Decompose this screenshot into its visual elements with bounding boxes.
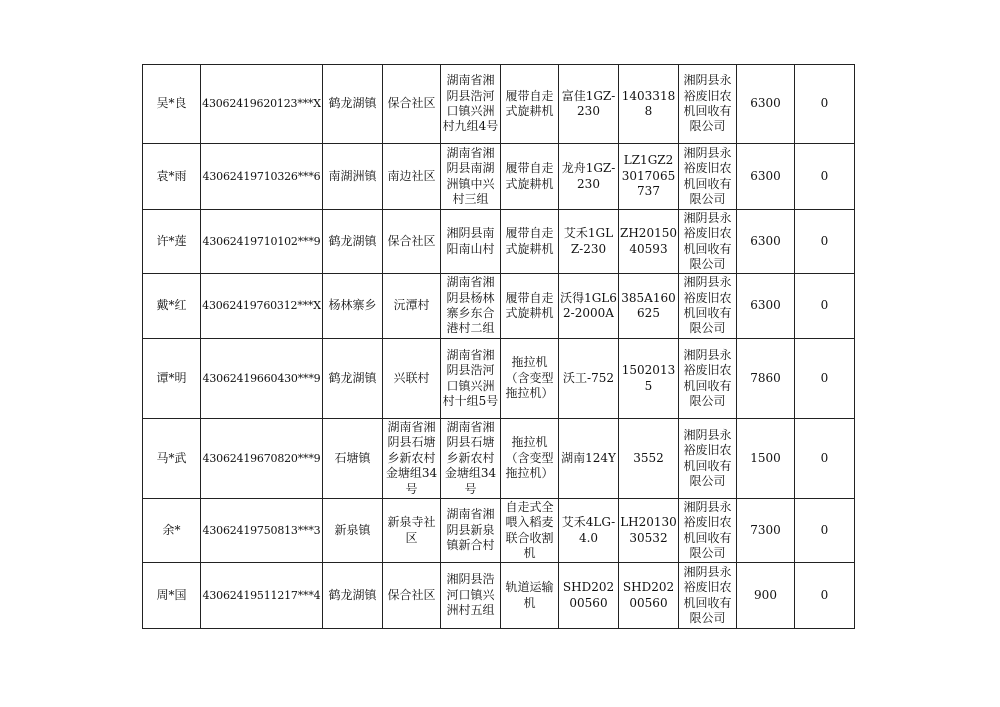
address: 湖南省湘阴县石塘乡新农村金塘组34号 — [441, 419, 501, 499]
serial-number: 14033188 — [619, 65, 679, 144]
id-number: 43062419670820***9 — [201, 419, 323, 499]
machine-model: 沃工-752 — [559, 339, 619, 419]
amount: 900 — [737, 563, 795, 629]
id-number: 43062419620123***X — [201, 65, 323, 144]
amount: 7300 — [737, 499, 795, 563]
table-row — [143, 274, 855, 339]
town: 南湖洲镇 — [323, 144, 383, 210]
machine-type: 履带自走式旋耕机 — [501, 210, 559, 274]
town: 新泉镇 — [323, 499, 383, 563]
address: 湖南省湘阴县新泉镇新合村 — [441, 499, 501, 563]
owner-name: 吴*良 — [143, 65, 201, 144]
amount: 7860 — [737, 339, 795, 419]
table-row — [143, 65, 855, 144]
amount: 1500 — [737, 419, 795, 499]
machine-model: 富佳1GZ-230 — [559, 65, 619, 144]
serial-number: 385A160625 — [619, 274, 679, 339]
village: 保合社区 — [383, 210, 441, 274]
serial-number: 3552 — [619, 419, 679, 499]
machine-model: 湖南124Y — [559, 419, 619, 499]
id-number: 43062419750813***3 — [201, 499, 323, 563]
address: 湖南省湘阴县浩河口镇兴洲村十组5号 — [441, 339, 501, 419]
id-number: 43062419710326***6 — [201, 144, 323, 210]
village: 湖南省湘阴县石塘乡新农村金塘组34号 — [383, 419, 441, 499]
machine-model: 艾禾4LG-4.0 — [559, 499, 619, 563]
recycling-company: 湘阴县永裕废旧农机回收有限公司 — [679, 339, 737, 419]
town: 杨林寨乡 — [323, 274, 383, 339]
subsidy-table — [142, 64, 855, 629]
machine-type: 履带自走式旋耕机 — [501, 65, 559, 144]
machine-model: 艾禾1GLZ-230 — [559, 210, 619, 274]
address: 湖南省湘阴县浩河口镇兴洲村九组4号 — [441, 65, 501, 144]
machine-type: 履带自走式旋耕机 — [501, 274, 559, 339]
machine-model: SHD20200560 — [559, 563, 619, 629]
machine-type: 轨道运输机 — [501, 563, 559, 629]
address: 湘阴县浩河口镇兴洲村五组 — [441, 563, 501, 629]
village: 保合社区 — [383, 65, 441, 144]
owner-name: 许*莲 — [143, 210, 201, 274]
owner-name: 戴*红 — [143, 274, 201, 339]
town: 鹤龙湖镇 — [323, 65, 383, 144]
machine-model: 龙舟1GZ-230 — [559, 144, 619, 210]
village: 新泉寺社区 — [383, 499, 441, 563]
address: 湖南省湘阴县杨林寨乡东合港村二组 — [441, 274, 501, 339]
owner-name: 袁*雨 — [143, 144, 201, 210]
extra-amount: 0 — [795, 339, 855, 419]
machine-model: 沃得1GL62-2000A — [559, 274, 619, 339]
extra-amount: 0 — [795, 419, 855, 499]
extra-amount: 0 — [795, 563, 855, 629]
serial-number: LZ1GZ23017065737 — [619, 144, 679, 210]
id-number: 43062419660430***9 — [201, 339, 323, 419]
recycling-company: 湘阴县永裕废旧农机回收有限公司 — [679, 210, 737, 274]
town: 鹤龙湖镇 — [323, 210, 383, 274]
amount: 6300 — [737, 274, 795, 339]
id-number: 43062419760312***X — [201, 274, 323, 339]
owner-name: 余* — [143, 499, 201, 563]
owner-name: 周*国 — [143, 563, 201, 629]
village: 南边社区 — [383, 144, 441, 210]
serial-number: ZH2015040593 — [619, 210, 679, 274]
extra-amount: 0 — [795, 144, 855, 210]
owner-name: 马*武 — [143, 419, 201, 499]
amount: 6300 — [737, 144, 795, 210]
extra-amount: 0 — [795, 65, 855, 144]
table-row — [143, 144, 855, 210]
village: 沅潭村 — [383, 274, 441, 339]
extra-amount: 0 — [795, 274, 855, 339]
machine-type: 履带自走式旋耕机 — [501, 144, 559, 210]
id-number: 43062419710102***9 — [201, 210, 323, 274]
recycling-company: 湘阴县永裕废旧农机回收有限公司 — [679, 65, 737, 144]
village: 保合社区 — [383, 563, 441, 629]
machine-type: 拖拉机（含变型拖拉机） — [501, 339, 559, 419]
recycling-company: 湘阴县永裕废旧农机回收有限公司 — [679, 563, 737, 629]
town: 鹤龙湖镇 — [323, 339, 383, 419]
table-row — [143, 419, 855, 499]
machine-type: 自走式全喂入稻麦联合收割机 — [501, 499, 559, 563]
serial-number: SHD20200560 — [619, 563, 679, 629]
recycling-company: 湘阴县永裕废旧农机回收有限公司 — [679, 499, 737, 563]
serial-number: LH2013030532 — [619, 499, 679, 563]
id-number: 43062419511217***4 — [201, 563, 323, 629]
table-row — [143, 499, 855, 563]
table-row — [143, 563, 855, 629]
address: 湖南省湘阴县南湖洲镇中兴村三组 — [441, 144, 501, 210]
recycling-company: 湘阴县永裕废旧农机回收有限公司 — [679, 274, 737, 339]
amount: 6300 — [737, 65, 795, 144]
serial-number: 15020135 — [619, 339, 679, 419]
extra-amount: 0 — [795, 499, 855, 563]
village: 兴联村 — [383, 339, 441, 419]
town: 石塘镇 — [323, 419, 383, 499]
address: 湘阴县南阳南山村 — [441, 210, 501, 274]
table-row — [143, 210, 855, 274]
amount: 6300 — [737, 210, 795, 274]
extra-amount: 0 — [795, 210, 855, 274]
owner-name: 谭*明 — [143, 339, 201, 419]
recycling-company: 湘阴县永裕废旧农机回收有限公司 — [679, 419, 737, 499]
town: 鹤龙湖镇 — [323, 563, 383, 629]
recycling-company: 湘阴县永裕废旧农机回收有限公司 — [679, 144, 737, 210]
table-row — [143, 339, 855, 419]
machine-type: 拖拉机（含变型拖拉机） — [501, 419, 559, 499]
